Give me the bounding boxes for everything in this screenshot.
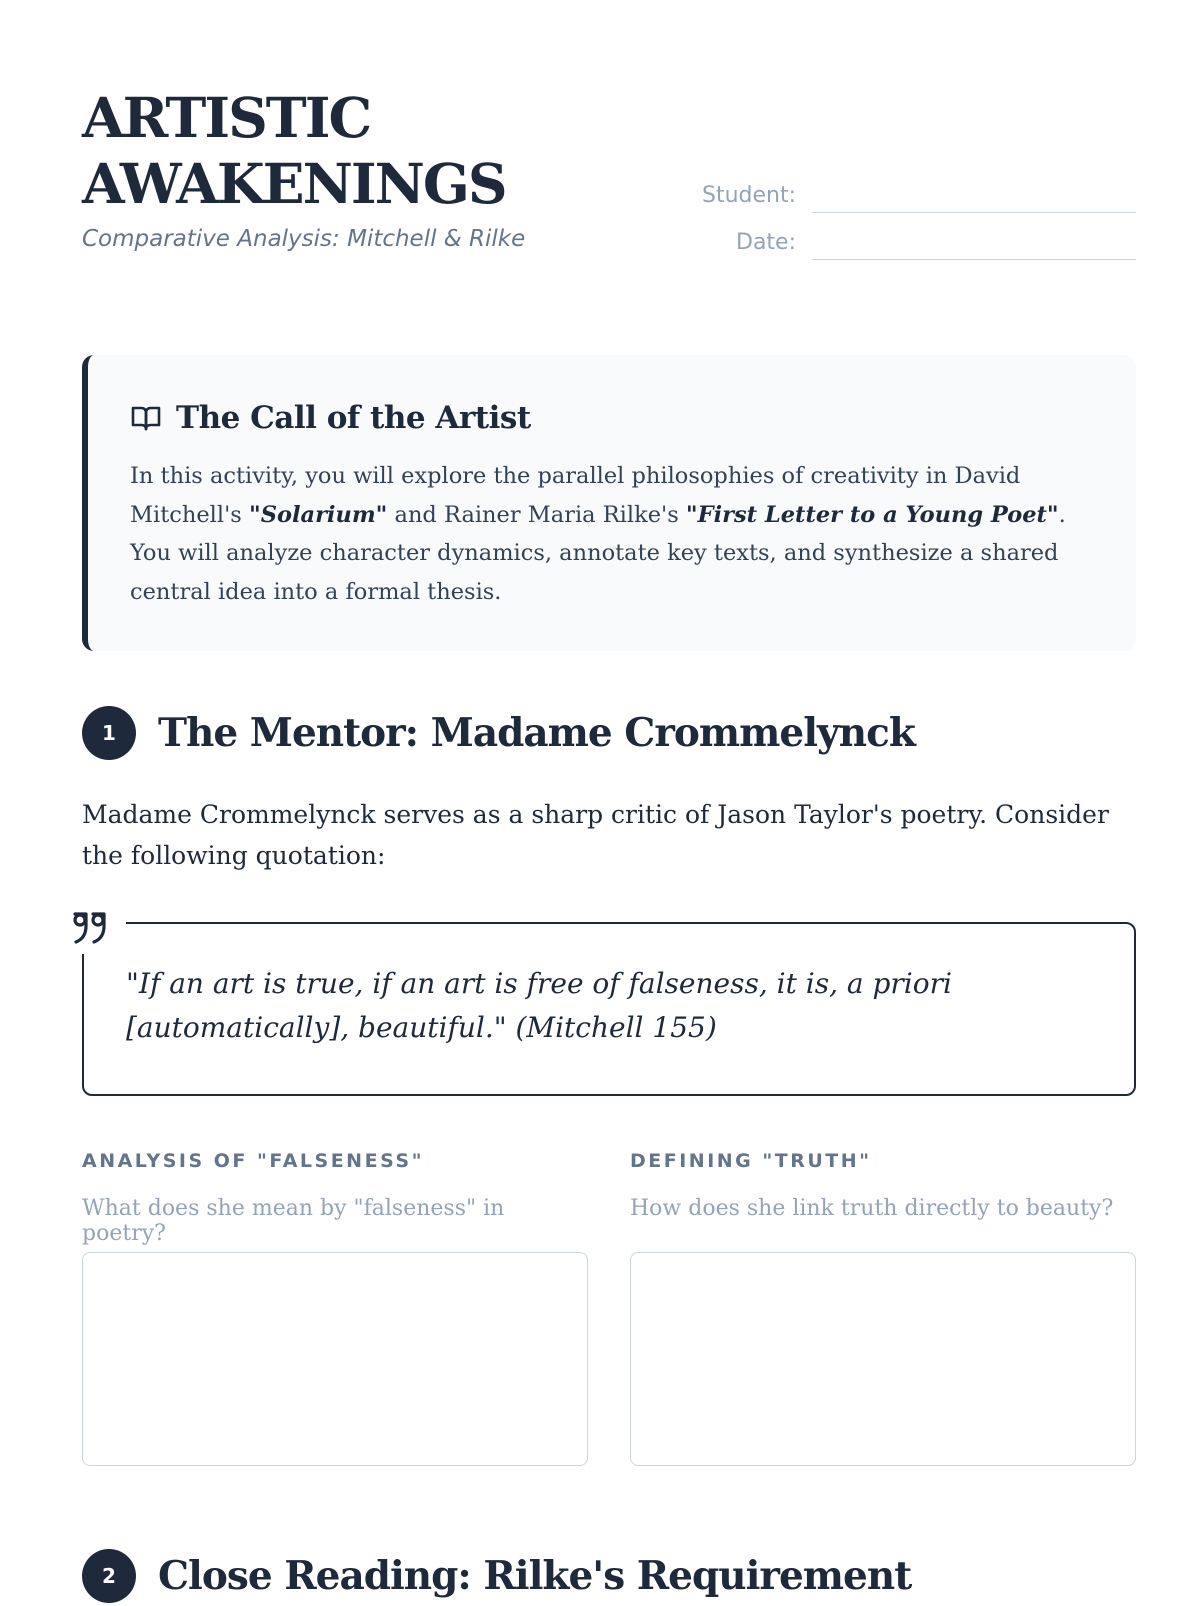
intro-text [130,457,1086,611]
date-label: Date: [736,230,796,255]
section-1-number-badge: 1 [82,706,136,760]
truth-label: DEFINING "TRUTH" [630,1150,872,1172]
truth-prompt: How does she link truth directly to beauty? [630,1196,1114,1221]
section-2-number-badge: 2 [82,1549,136,1603]
page-title [82,85,642,217]
intro-panel [82,355,1136,651]
section-2-title: Close Reading: Rilke's Requirement [158,1553,912,1599]
truth-answer-box[interactable] [630,1252,1136,1466]
section-1-title: The Mentor: Madame Crommelynck [158,710,915,756]
title-line-2: AWAKENINGS [82,151,506,216]
student-label: Student: [701,183,796,208]
falseness-answer-box[interactable] [82,1252,588,1466]
title-line-1: ARTISTIC [82,85,371,150]
work-title-solarium: "Solarium" [248,501,388,528]
falseness-label: ANALYSIS OF "FALSENESS" [82,1150,424,1172]
intro-title: The Call of the Artist [176,400,531,436]
page-subtitle: Comparative Analysis: Mitchell & Rilke [82,226,526,252]
intro-text-part-2: and Rainer Maria Rilke's [387,501,686,528]
section-1-body: Madame Crommelynck serves as a sharp critic of Jason Taylor's poetry. Consider the following quotation: [82,800,1109,870]
quotation-text: "If an art is true, if an art is free of falseness, it is, a priori [automatically], beautiful." (Mitchell 155) [126,967,952,1044]
intro-text-part-3: . You will analyze character dynamics, annotate key texts, and synthesize a shared central idea into a formal thesis. [130,501,1066,605]
falseness-prompt: What does she mean by "falseness" in poetry? [82,1196,505,1246]
date-field-row [666,224,1136,264]
book-open-icon [130,402,162,434]
work-title-rilke-letter: "First Letter to a Young Poet" [685,501,1059,528]
truth-definition-column [630,1150,1136,1228]
worksheet-page [82,0,1136,1600]
student-name-input[interactable] [812,177,1136,213]
quote-icon [70,908,110,948]
intro-heading [130,393,1086,443]
section-1-heading [82,703,915,763]
intro-text-part-1: In this activity, you will explore the parallel philosophies of creativity in David Mitchell's [130,463,1021,528]
student-field-row [666,177,1136,217]
quotation-box [82,922,1136,1096]
date-input[interactable] [812,224,1136,260]
worksheet-header [82,85,1136,285]
section-2-heading [82,1546,911,1606]
falseness-analysis-column [82,1150,588,1246]
